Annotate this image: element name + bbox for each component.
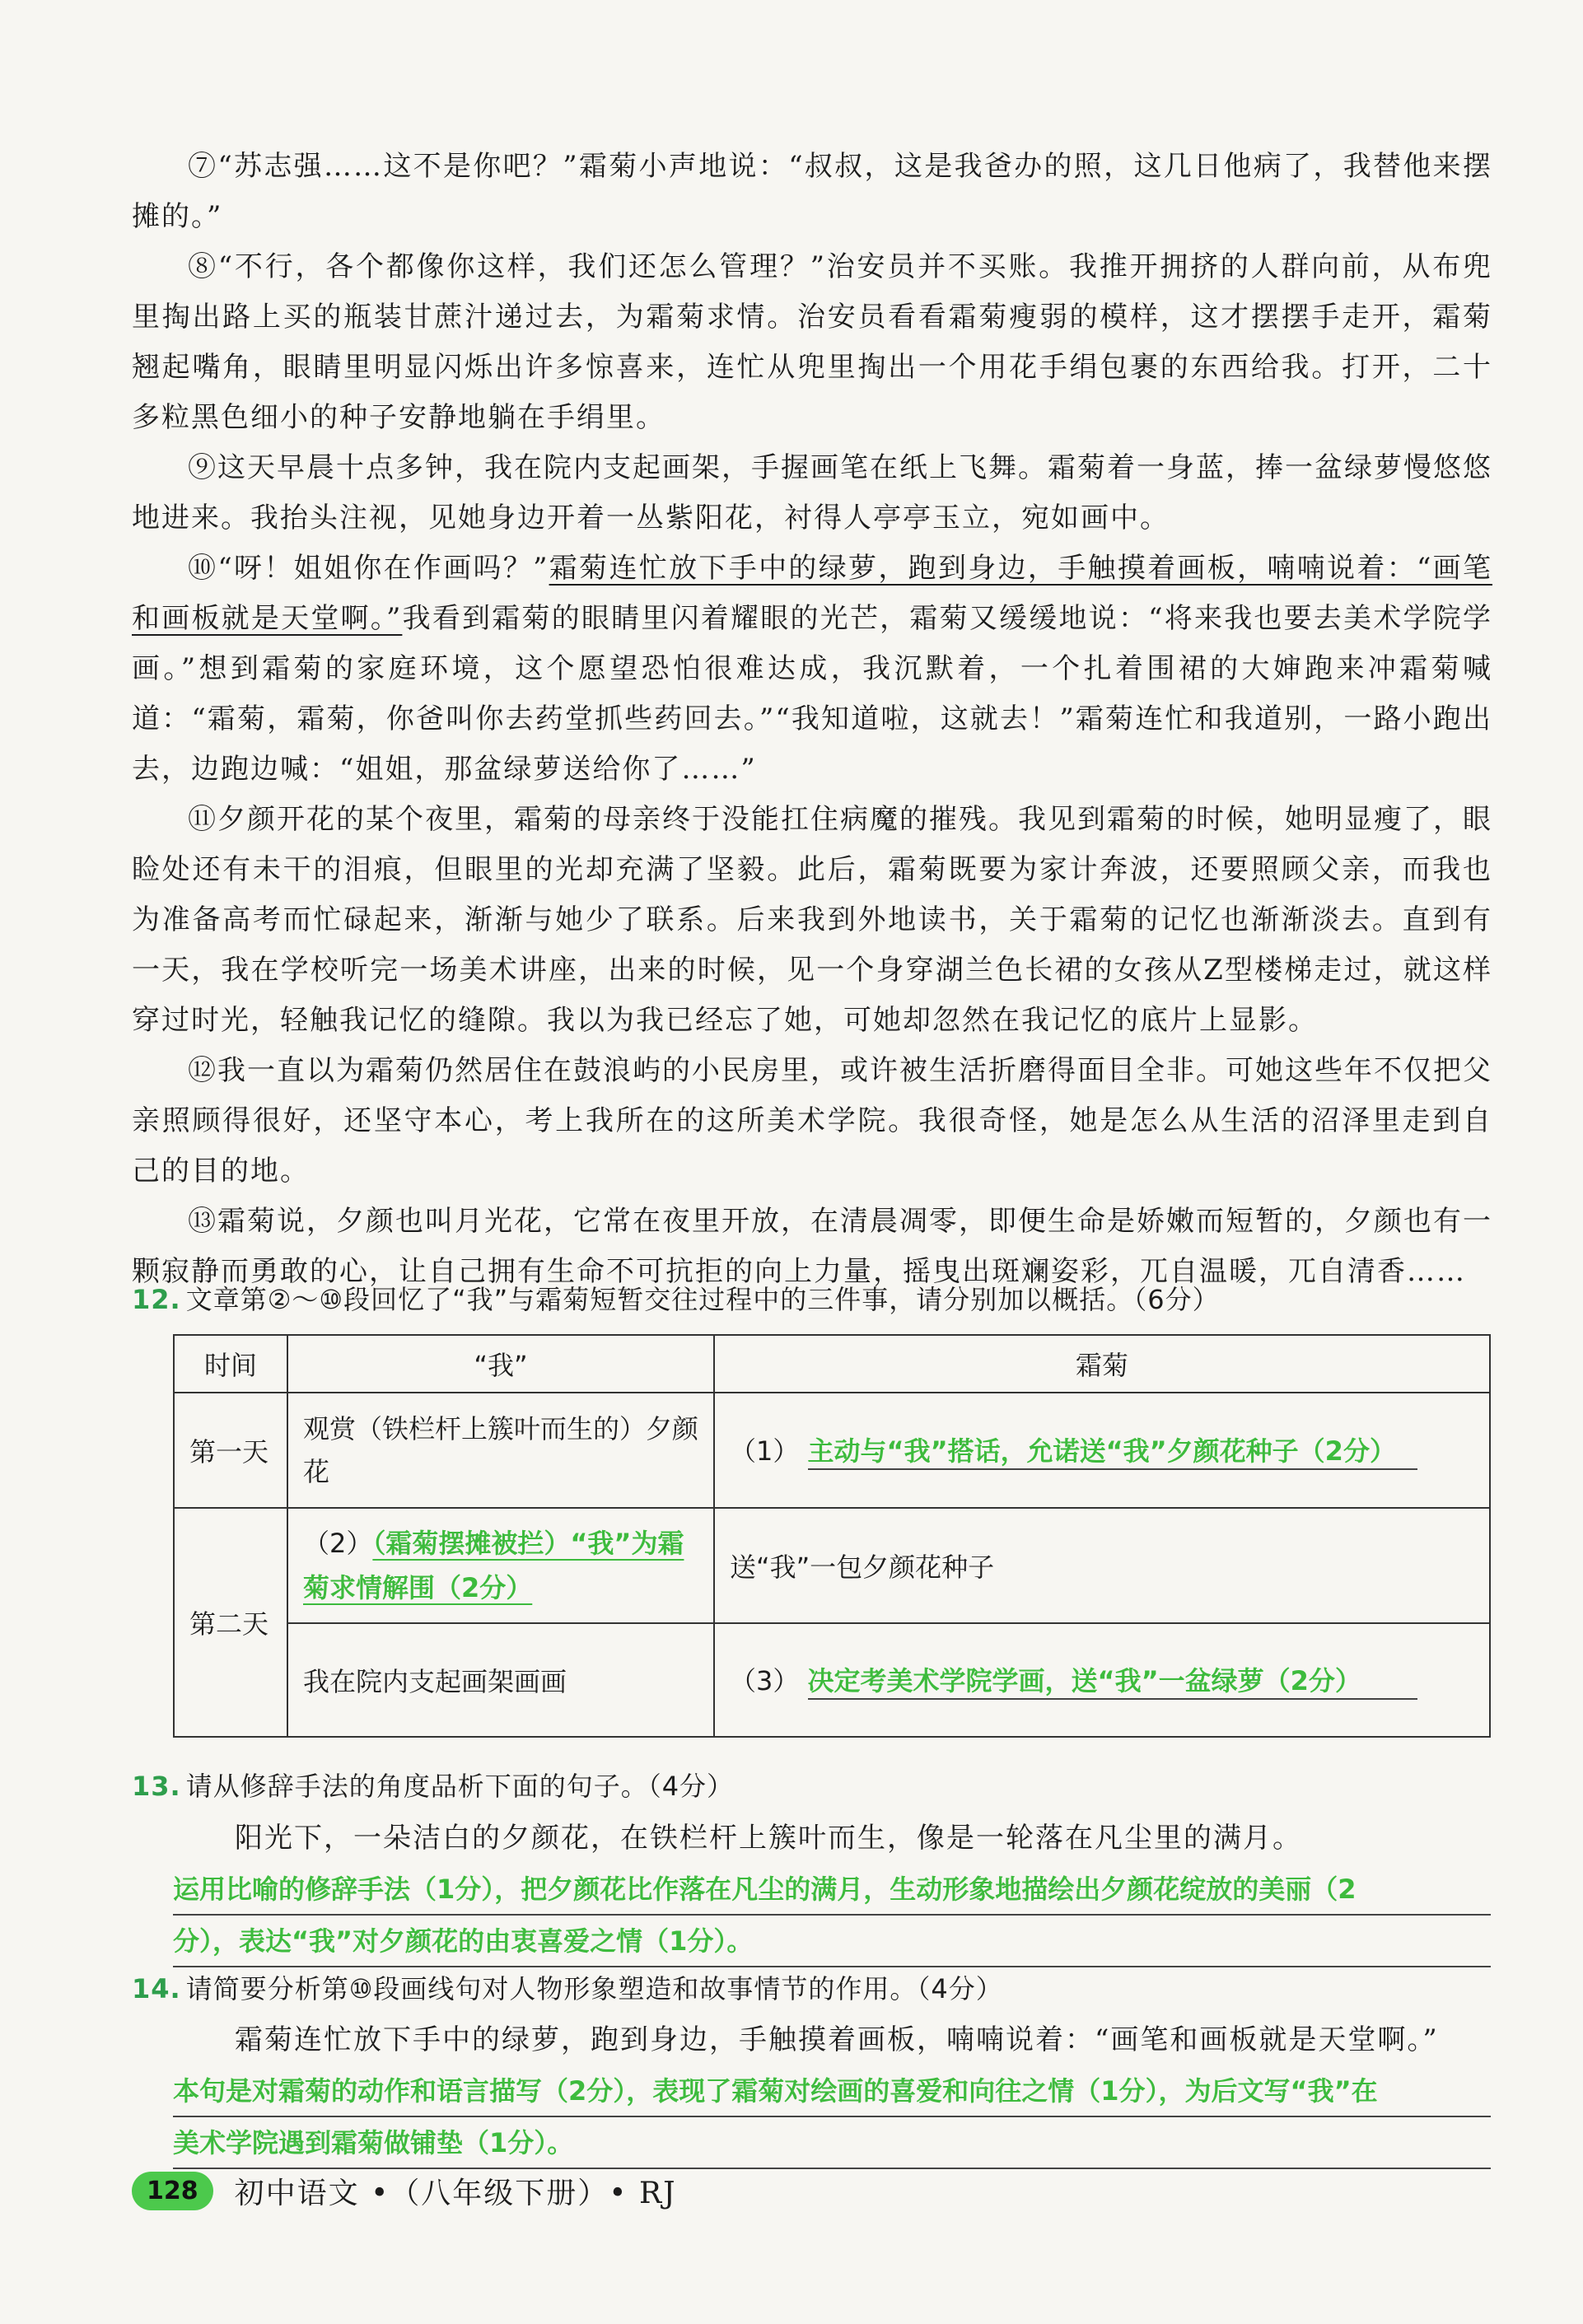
underlined-sentence: 霜菊连忙放下手中的绿萝，跑到身边，手触摸着画板，喃喃说着：“画笔和画板就是天堂啊。” (132, 552, 1492, 635)
question-14 (132, 1968, 1499, 2009)
answer-line: 运用比喻的修辞手法（1分），把夕颜花比作落在凡尘的满月，生动形象地描绘出夕颜花绽放的美丽（2 (173, 1864, 1491, 1916)
question-12 (132, 1279, 1499, 1320)
paragraph-10 (132, 544, 1492, 795)
question-13-quote: 阳光下，一朵洁白的夕颜花，在铁栏杆上簇叶而生，像是一轮落在凡尘里的满月。 (235, 1822, 1302, 1855)
row3-shuangju-cell (714, 1623, 1490, 1737)
page-number-badge: 128 (132, 2172, 213, 2210)
answer-line: 分），表达“我”对夕颜花的由衷喜爱之情（1分）。 (173, 1916, 1491, 1967)
answer-line: 本句是对霜菊的动作和语言描写（2分），表现了霜菊对绘画的喜爱和向往之情（1分），为后文写“我”在 (173, 2065, 1491, 2117)
table-row (174, 1393, 1490, 1508)
question-12-text: 文章第②～⑩段回忆了“我”与霜菊短暂交往过程中的三件事，请分别加以概括。（6分） (185, 1284, 1220, 1315)
paragraph-9: ⑨这天早晨十点多钟，我在院内支起画架，手握画笔在纸上飞舞。霜菊着一身蓝，捧一盆绿萝慢悠悠地进来。我抬头注视，见她身边开着一丛紫阳花，衬得人亭亭玉立，宛如画中。 (132, 451, 1492, 534)
day-1-cell: 第一天 (174, 1393, 287, 1508)
page-footer (132, 2170, 677, 2212)
question-13 (132, 1766, 1499, 1807)
blank-label-3: （3） (730, 1665, 800, 1696)
question-12-number: 12. (132, 1284, 181, 1315)
answer-blank-2: （霜菊摆摊被拦）“我”为霜菊求情解围（2分） (303, 1528, 684, 1603)
paragraph-13: ⑬霜菊说，夕颜也叫月光花，它常在夜里开放，在清晨凋零，即便生命是娇嫩而短暂的，夕颜也有一颗寂静而勇敢的心，让自己拥有生命不可抗拒的向上力量，摇曳出斑斓姿彩，兀自温暖，兀自清香…… (132, 1205, 1492, 1288)
question-13-text: 请从修辞手法的角度品析下面的句子。（4分） (185, 1771, 735, 1802)
header-me: “我” (287, 1335, 714, 1393)
row1-me-cell: 观赏（铁栏杆上簇叶而生的）夕颜花 (287, 1393, 714, 1508)
blank-label-1: （1） (730, 1435, 800, 1467)
answer-blank-1: 主动与“我”搭话，允诺送“我”夕颜花种子（2分） (808, 1430, 1417, 1470)
day-2-cell: 第二天 (174, 1508, 287, 1737)
answer-line: 美术学院遇到霜菊做铺垫（1分）。 (173, 2117, 1491, 2169)
row3-me-cell: 我在院内支起画架画画 (287, 1623, 714, 1737)
answer-blank-3: 决定考美术学院学画，送“我”一盆绿萝（2分） (808, 1660, 1417, 1700)
row2-shuangju-cell: 送“我”一包夕颜花种子 (714, 1508, 1490, 1623)
question-14-text: 请简要分析第⑩段画线句对人物形象塑造和故事情节的作用。（4分） (185, 1973, 1003, 2004)
row1-shuangju-cell (714, 1393, 1490, 1508)
question-14-quote: 霜菊连忙放下手中的绿萝，跑到身边，手触摸着画板，喃喃说着：“画笔和画板就是天堂啊。” (235, 2023, 1439, 2056)
book-title: 初中语文 •（八年级下册）• RJ (234, 2177, 677, 2210)
table-header-row (174, 1335, 1490, 1393)
blank-label-2: （2） (303, 1528, 373, 1559)
paragraph-7: ⑦“苏志强……这不是你吧？”霜菊小声地说：“叔叔，这是我爸办的照，这几日他病了，我替他来摆摊的。” (132, 150, 1492, 233)
header-time: 时间 (174, 1335, 287, 1393)
paragraph-8: ⑧“不行，各个都像你这样，我们还怎么管理？”治安员并不买账。我推开拥挤的人群向前，从布兜里掏出路上买的瓶装甘蔗汁递过去，为霜菊求情。治安员看看霜菊瘦弱的模样，这才摆摆手走开，霜菊翘起嘴角，眼睛里明显闪烁出许多惊喜来，连忙从兜里掏出一个用花手绢包裹的东西给我。打开，二十多粒黑色细小的种子安静地躺在手绢里。 (132, 250, 1492, 434)
table-row (174, 1508, 1490, 1623)
header-shuangju: 霜菊 (714, 1335, 1490, 1393)
table-row (174, 1623, 1490, 1737)
paragraph-10-lead: ⑩“呀！姐姐你在作画吗？” (188, 552, 549, 585)
question-14-number: 14. (132, 1973, 181, 2004)
question-13-answer (173, 1864, 1491, 1967)
summary-table (173, 1334, 1491, 1738)
paragraph-10-rest: 我看到霜菊的眼睛里闪着耀眼的光芒，霜菊又缓缓地说：“将来我也要去美术学院学画。”想到霜菊的家庭环境，这个愿望恐怕很难达成，我沉默着，一个扎着围裙的大婶跑来冲霜菊喊道：“霜菊，霜菊，你爸叫你去药堂抓些药回去。”“我知道啦，这就去！”霜菊连忙和我道别，一路小跑出去，边跑边喊：“姐姐，那盆绿萝送给你了……” (132, 602, 1492, 786)
paragraph-12: ⑫我一直以为霜菊仍然居住在鼓浪屿的小民房里，或许被生活折磨得面目全非。可她这些年不仅把父亲照顾得很好，还坚守本心，考上我所在的这所美术学院。我很奇怪，她是怎么从生活的沼泽里走到自己的目的地。 (132, 1054, 1492, 1188)
question-14-answer (173, 2065, 1491, 2169)
paragraph-11: ⑪夕颜开花的某个夜里，霜菊的母亲终于没能扛住病魔的摧残。我见到霜菊的时候，她明显瘦了，眼睑处还有未干的泪痕，但眼里的光却充满了坚毅。此后，霜菊既要为家计奔波，还要照顾父亲，而我也为准备高考而忙碌起来，渐渐与她少了联系。后来我到外地读书，关于霜菊的记忆也渐渐淡去。直到有一天，我在学校听完一场美术讲座，出来的时候，见一个身穿湖兰色长裙的女孩从Z型楼梯走过，就这样穿过时光，轻触我记忆的缝隙。我以为我已经忘了她，可她却忽然在我记忆的底片上显影。 (132, 803, 1492, 1037)
question-13-number: 13. (132, 1771, 181, 1802)
row2-me-cell (287, 1508, 714, 1623)
